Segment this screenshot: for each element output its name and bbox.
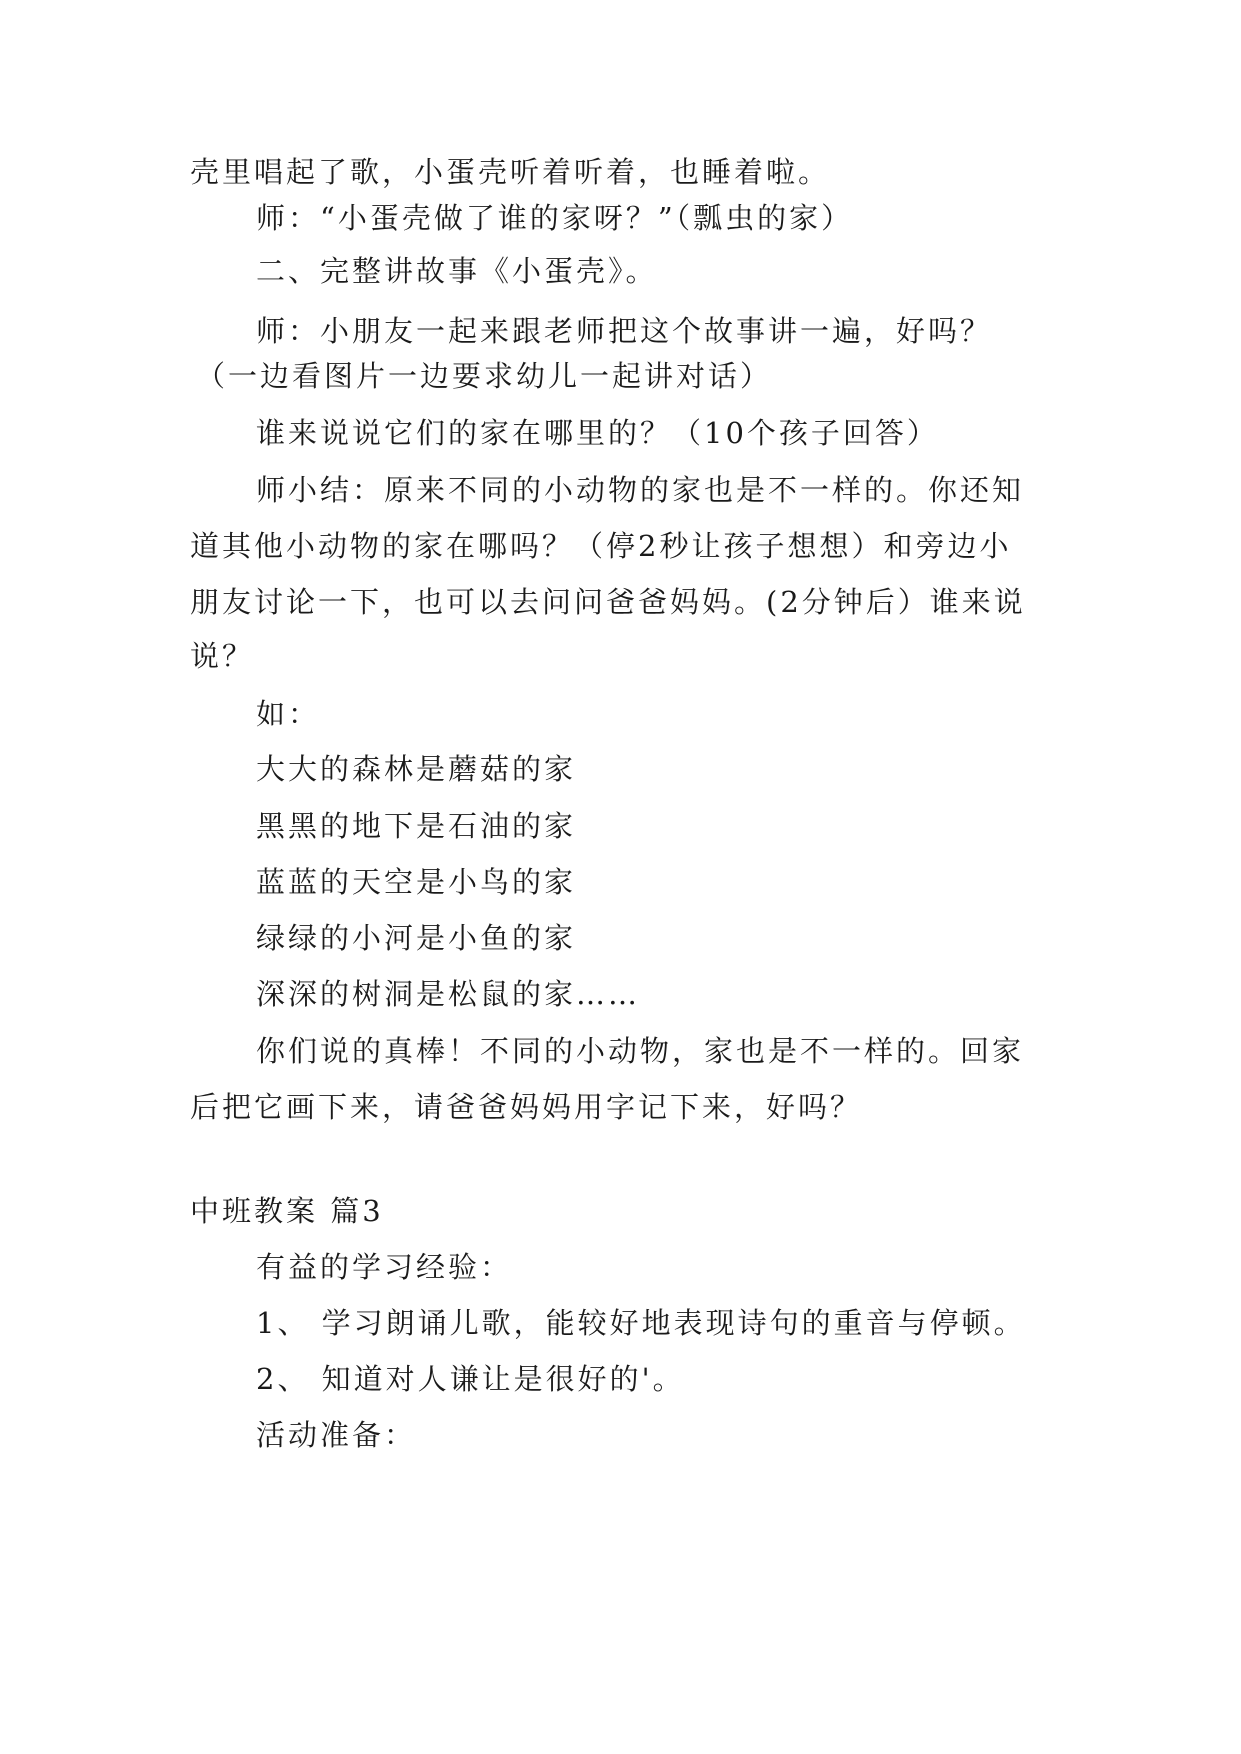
text-line: 如：	[256, 697, 321, 731]
text-line: 说？	[190, 639, 255, 673]
text-line: 黑黑的地下是石油的家	[256, 809, 577, 843]
text-line: 师：“小蛋壳做了谁的家呀？”（瓢虫的家）	[256, 201, 854, 235]
text-line: 师：小朋友一起来跟老师把这个故事讲一遍，好吗？	[256, 314, 993, 348]
text-line: 绿绿的小河是小鱼的家	[256, 921, 577, 955]
text-line: 朋友讨论一下，也可以去问问爸爸妈妈。(2分钟后）谁来说	[190, 585, 1026, 619]
text-line: 有益的学习经验：	[256, 1250, 513, 1284]
text-line: 活动准备：	[256, 1418, 417, 1452]
text-line: 壳里唱起了歌，小蛋壳听着听着，也睡着啦。	[190, 155, 831, 189]
text-line: 二、完整讲故事《小蛋壳》。	[256, 254, 658, 288]
text-line: （一边看图片一边要求幼儿一起讲对话）	[196, 359, 773, 393]
text-line: 师小结：原来不同的小动物的家也是不一样的。你还知	[256, 473, 1025, 507]
text-line: 1、 学习朗诵儿歌，能较好地表现诗句的重音与停顿。	[256, 1306, 1026, 1340]
text-line: 道其他小动物的家在哪吗？（停2秒让孩子想想）和旁边小	[190, 529, 1012, 563]
text-line: 2、 知道对人谦让是很好的'。	[256, 1362, 685, 1396]
text-line: 后把它画下来，请爸爸妈妈用字记下来，好吗？	[190, 1090, 863, 1124]
text-line: 蓝蓝的天空是小鸟的家	[256, 865, 577, 899]
text-line: 深深的树洞是松鼠的家……	[256, 977, 641, 1011]
section-heading: 中班教案 篇3	[190, 1194, 384, 1228]
text-line: 谁来说说它们的家在哪里的？（10个孩子回答）	[256, 416, 939, 450]
text-line: 你们说的真棒！不同的小动物，家也是不一样的。回家	[256, 1034, 1025, 1068]
text-line: 大大的森林是蘑菇的家	[256, 752, 577, 786]
